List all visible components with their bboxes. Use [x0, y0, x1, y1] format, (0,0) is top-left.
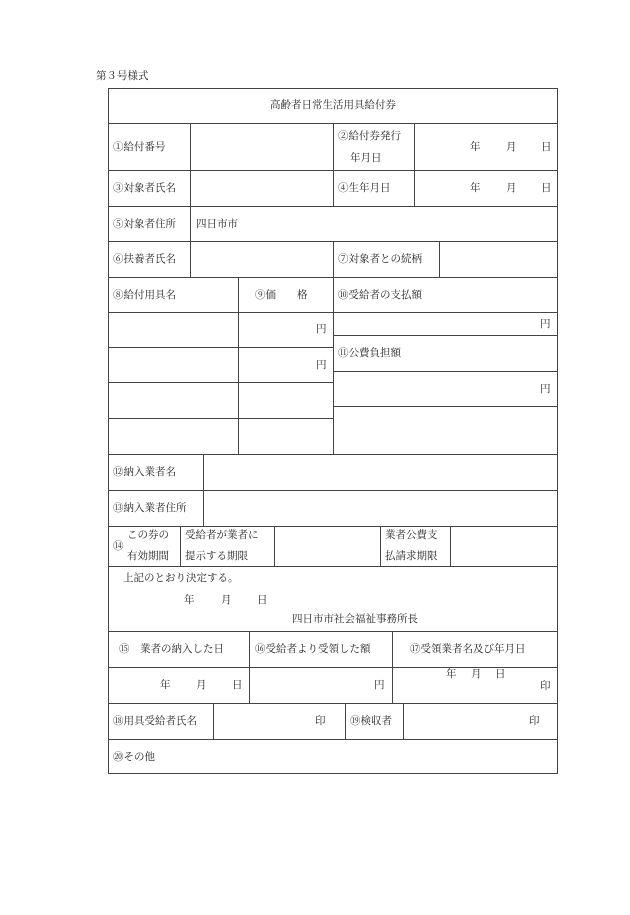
row-divider [108, 454, 558, 455]
label-recipient-name: ③対象者氏名 [113, 182, 176, 194]
column-divider [213, 703, 214, 739]
row-divider [333, 371, 558, 372]
label-contractor-address: ⑬納入業者住所 [113, 502, 187, 514]
column-divider [190, 241, 191, 277]
label-recipient-address: ⑤対象者住所 [113, 218, 176, 230]
column-divider [333, 277, 334, 454]
price-yen-unit: 円 [316, 323, 327, 335]
receipt-month-unit: 月 [471, 668, 482, 680]
row-divider [108, 347, 333, 348]
column-divider [414, 170, 415, 206]
column-divider [249, 631, 250, 703]
receipt-day-unit: 日 [495, 668, 506, 680]
label-presentation-deadline-2: 提示する期限 [185, 550, 248, 562]
label-presentation-deadline-1: 受給者が業者に [185, 529, 259, 541]
row-divider [108, 418, 333, 419]
label-grant-number: ①給付番号 [113, 141, 166, 153]
label-equipment-recipient: ⑱用具受給者氏名 [113, 715, 197, 727]
label-issue-date-2: 年月日 [350, 152, 382, 164]
label-inspector: ⑲検収者 [350, 715, 392, 727]
delivery-month-unit: 月 [196, 679, 207, 691]
delivery-year-unit: 年 [160, 679, 171, 691]
payment-yen-unit: 円 [540, 318, 551, 330]
row-divider [108, 631, 558, 632]
row-divider [108, 526, 558, 527]
recipient-seal-mark: 印 [315, 715, 326, 727]
label-relationship: ⑦対象者との続柄 [338, 253, 422, 265]
column-divider [190, 206, 191, 241]
row-divider [108, 382, 333, 383]
column-divider [274, 526, 275, 566]
form-number: 第３号様式 [96, 70, 149, 82]
form-title: 高齢者日常生活用具給付券 [270, 99, 396, 111]
label-supporter-name: ⑥扶養者氏名 [113, 253, 176, 265]
column-divider [190, 123, 191, 170]
label-contractor-name: ⑫納入業者名 [113, 466, 176, 478]
column-divider [450, 526, 451, 566]
row-divider [108, 667, 558, 668]
label-equipment-name: ⑧給付用具名 [113, 289, 176, 301]
label-price: ⑨価 格 [255, 289, 308, 301]
issue-date-day-unit: 日 [541, 141, 552, 153]
birth-date-day-unit: 日 [541, 182, 552, 194]
label-validity-1: この券の [127, 529, 169, 541]
label-received-amount: ⑯受給者より受領した額 [255, 643, 371, 655]
column-divider [380, 526, 381, 566]
label-recipient-payment: ⑩受給者の支払額 [338, 289, 422, 301]
decision-year-unit: 年 [184, 594, 195, 606]
decision-text: 上記のとおり決定する。 [123, 572, 239, 584]
issuer-name: 四日市市社会福祉事務所長 [292, 613, 418, 625]
row-divider [333, 335, 558, 336]
column-divider [203, 454, 204, 490]
issue-date-year-unit: 年 [470, 141, 481, 153]
label-receiving-contractor: ⑰受領業者名及び年月日 [410, 643, 526, 655]
column-divider [333, 241, 334, 277]
birth-date-year-unit: 年 [470, 182, 481, 194]
received-yen-unit: 円 [374, 679, 385, 691]
row-divider [108, 566, 558, 567]
label-validity-number: ⑭ [113, 540, 124, 552]
delivery-day-unit: 日 [232, 679, 243, 691]
label-claim-deadline-2: 払請求期限 [385, 550, 438, 562]
column-divider [190, 170, 191, 206]
column-divider [439, 241, 440, 277]
row-divider [108, 703, 558, 704]
row-divider [108, 206, 558, 207]
public-expense-yen-unit: 円 [540, 383, 551, 395]
column-divider [180, 526, 181, 566]
label-validity-2: 有効期間 [127, 550, 169, 562]
decision-month-unit: 月 [221, 594, 232, 606]
decision-day-unit: 日 [257, 594, 268, 606]
label-issue-date-1: ②給付券発行 [338, 130, 401, 142]
column-divider [414, 123, 415, 170]
column-divider [333, 170, 334, 206]
receipt-year-unit: 年 [446, 668, 457, 680]
column-divider [238, 277, 239, 454]
row-divider [108, 739, 558, 740]
column-divider [203, 490, 204, 526]
label-public-expense: ⑪公費負担額 [338, 347, 401, 359]
issue-date-month-unit: 月 [506, 141, 517, 153]
label-birth-date: ④生年月日 [338, 182, 391, 194]
column-divider [345, 703, 346, 739]
column-divider [333, 123, 334, 170]
label-delivery-date: ⑮ 業者の納入した日 [119, 643, 224, 655]
column-divider [403, 703, 404, 739]
birth-date-month-unit: 月 [506, 182, 517, 194]
label-other: ⑳その他 [113, 751, 155, 763]
receipt-seal-mark: 印 [540, 680, 551, 692]
row-divider [108, 490, 558, 491]
column-divider [392, 631, 393, 703]
inspector-seal-mark: 印 [529, 715, 540, 727]
row-divider [333, 406, 558, 407]
recipient-address-value: 四日市市 [196, 218, 238, 230]
label-claim-deadline-1: 業者公費支 [385, 529, 438, 541]
price-yen-unit: 円 [316, 359, 327, 371]
